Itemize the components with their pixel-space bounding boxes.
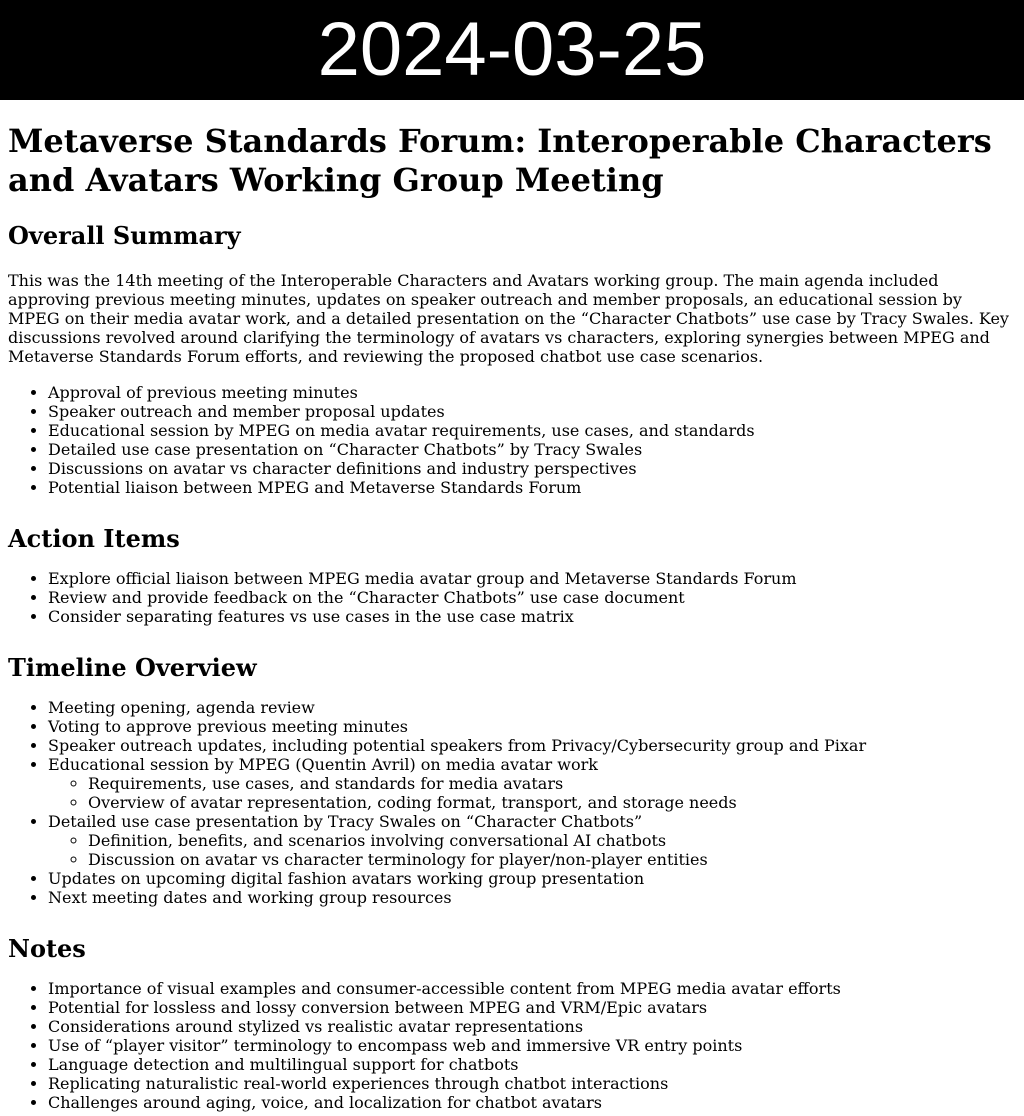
notes-heading: Notes bbox=[8, 934, 86, 963]
summary-heading: Overall Summary bbox=[8, 221, 241, 250]
page-title: Metaverse Standards Forum: Interoperable Characters and Avatars Working Group Meeting bbox=[8, 122, 992, 199]
list-item bbox=[48, 755, 1016, 812]
list-item: • Challenges around aging, voice, and localization for chatbot avatars bbox=[48, 1093, 1016, 1112]
list-item: • Explore official liaison between MPEG media avatar group and Metaverse Standards Forum bbox=[48, 569, 1016, 588]
list-item: • Consider separating features vs use cases in the use case matrix bbox=[48, 607, 1016, 626]
list-item: • Potential liaison between MPEG and Metaverse Standards Forum bbox=[48, 478, 1016, 497]
meeting-date: 2024-03-25 bbox=[317, 7, 707, 92]
action-items-heading: Action Items bbox=[8, 524, 180, 553]
summary-paragraph: This was the 14th meeting of the Interoperable Characters and Avatars working group. The main agenda included approving previous meeting minutes, updates on speaker outreach and member proposals, an educational session by MPEG on their media avatar work, and a detailed presentation on the “Character Chatbots” use case by Tracy Swales. Key discussions revolved around clarifying the terminology of avatars vs characters, exploring synergies between MPEG and Metaverse Standards Forum efforts, and reviewing the proposed chatbot use case scenarios. bbox=[8, 271, 1009, 366]
notes-list bbox=[8, 979, 1016, 1112]
list-item: • Next meeting dates and working group resources bbox=[48, 888, 1016, 907]
sublist-item: ◦ Requirements, use cases, and standards for media avatars bbox=[88, 774, 1016, 793]
list-item: • Replicating naturalistic real-world experiences through chatbot interactions bbox=[48, 1074, 1016, 1093]
list-item: • Discussions on avatar vs character definitions and industry perspectives bbox=[48, 459, 1016, 478]
sublist-item: ◦ Definition, benefits, and scenarios involving conversational AI chatbots bbox=[88, 831, 1016, 850]
date-banner bbox=[0, 0, 1024, 100]
action-items-list bbox=[8, 569, 1016, 626]
list-item: • Considerations around stylized vs realistic avatar representations bbox=[48, 1017, 1016, 1036]
chatbot-presentation-sublist bbox=[48, 831, 1016, 869]
list-item: • Speaker outreach and member proposal updates bbox=[48, 402, 1016, 421]
mpeg-session-sublist bbox=[48, 774, 1016, 812]
list-item: • Potential for lossless and lossy conversion between MPEG and VRM/Epic avatars bbox=[48, 998, 1016, 1017]
list-item: • Use of “player visitor” terminology to encompass web and immersive VR entry points bbox=[48, 1036, 1016, 1055]
sublist-item: ◦ Discussion on avatar vs character terminology for player/non-player entities bbox=[88, 850, 1016, 869]
timeline-heading: Timeline Overview bbox=[8, 653, 257, 682]
document-body bbox=[0, 122, 1024, 1112]
list-item: • Educational session by MPEG on media avatar requirements, use cases, and standards bbox=[48, 421, 1016, 440]
list-item: • Speaker outreach updates, including potential speakers from Privacy/Cybersecurity group and Pixar bbox=[48, 736, 1016, 755]
summary-list bbox=[8, 383, 1016, 497]
list-item: • Voting to approve previous meeting minutes bbox=[48, 717, 1016, 736]
sublist-item: ◦ Overview of avatar representation, coding format, transport, and storage needs bbox=[88, 793, 1016, 812]
list-item-text: Detailed use case presentation by Tracy Swales on “Character Chatbots” bbox=[48, 812, 643, 831]
timeline-list bbox=[8, 698, 1016, 907]
list-item-text: Educational session by MPEG (Quentin Avril) on media avatar work bbox=[48, 755, 598, 774]
list-item: • Review and provide feedback on the “Character Chatbots” use case document bbox=[48, 588, 1016, 607]
list-item bbox=[48, 812, 1016, 869]
list-item: • Updates on upcoming digital fashion avatars working group presentation bbox=[48, 869, 1016, 888]
list-item: • Approval of previous meeting minutes bbox=[48, 383, 1016, 402]
list-item: • Detailed use case presentation on “Character Chatbots” by Tracy Swales bbox=[48, 440, 1016, 459]
list-item: • Meeting opening, agenda review bbox=[48, 698, 1016, 717]
list-item: • Language detection and multilingual support for chatbots bbox=[48, 1055, 1016, 1074]
list-item: • Importance of visual examples and consumer-accessible content from MPEG media avatar efforts bbox=[48, 979, 1016, 998]
